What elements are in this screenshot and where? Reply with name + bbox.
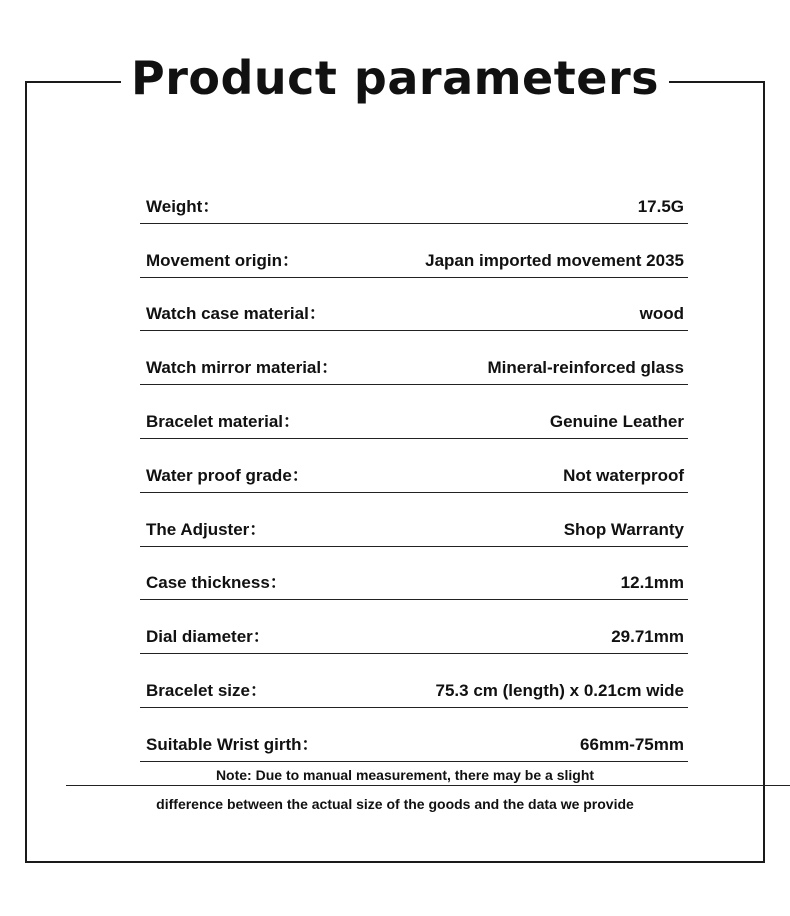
- param-row-dial-diameter: [140, 600, 688, 654]
- parameter-list: [140, 170, 688, 762]
- param-value: 75.3 cm (length) x 0.21cm wide: [435, 680, 684, 700]
- param-row-adjuster: [140, 493, 688, 547]
- param-value: 29.71mm: [611, 627, 684, 647]
- note-line-1: Note: Due to manual measurement, there may be a slight: [215, 767, 595, 783]
- note-line-2: difference between the actual size of the goods and the data we provide: [156, 796, 634, 812]
- param-label: Bracelet material：: [146, 411, 301, 431]
- param-row-case-thickness: [140, 547, 688, 601]
- param-row-bracelet-size: [140, 654, 688, 708]
- param-value: Mineral-reinforced glass: [487, 358, 684, 378]
- param-value: 12.1mm: [620, 573, 684, 593]
- param-label: Case thickness：: [146, 573, 287, 593]
- param-label: Dial diameter：: [146, 627, 270, 647]
- param-label: The Adjuster：: [146, 519, 267, 539]
- param-row-movement-origin: [140, 224, 688, 278]
- param-value: 66mm-75mm: [580, 734, 684, 754]
- param-value: Shop Warranty: [563, 519, 684, 539]
- param-label: Water proof grade：: [146, 465, 309, 485]
- param-row-case-material: [140, 278, 688, 332]
- param-label: Weight：: [146, 196, 220, 216]
- param-row-wrist-girth: [140, 708, 688, 762]
- page-title: [0, 50, 790, 106]
- title-text: Product parameters: [121, 51, 669, 105]
- note-divider: [66, 785, 790, 786]
- param-row-water-proof: [140, 439, 688, 493]
- param-label: Bracelet size：: [146, 680, 267, 700]
- param-value: Not waterproof: [563, 465, 684, 485]
- param-value: 17.5G: [637, 196, 684, 216]
- param-label: Watch mirror material：: [146, 358, 339, 378]
- param-value: Japan imported movement 2035: [425, 250, 684, 270]
- param-row-bracelet-material: [140, 385, 688, 439]
- param-label: Suitable Wrist girth：: [146, 734, 319, 754]
- param-label: Watch case material：: [146, 304, 326, 324]
- param-value: Genuine Leather: [549, 411, 684, 431]
- param-row-weight: [140, 170, 688, 224]
- param-row-mirror-material: [140, 331, 688, 385]
- param-value: wood: [639, 304, 684, 324]
- param-label: Movement origin：: [146, 250, 300, 270]
